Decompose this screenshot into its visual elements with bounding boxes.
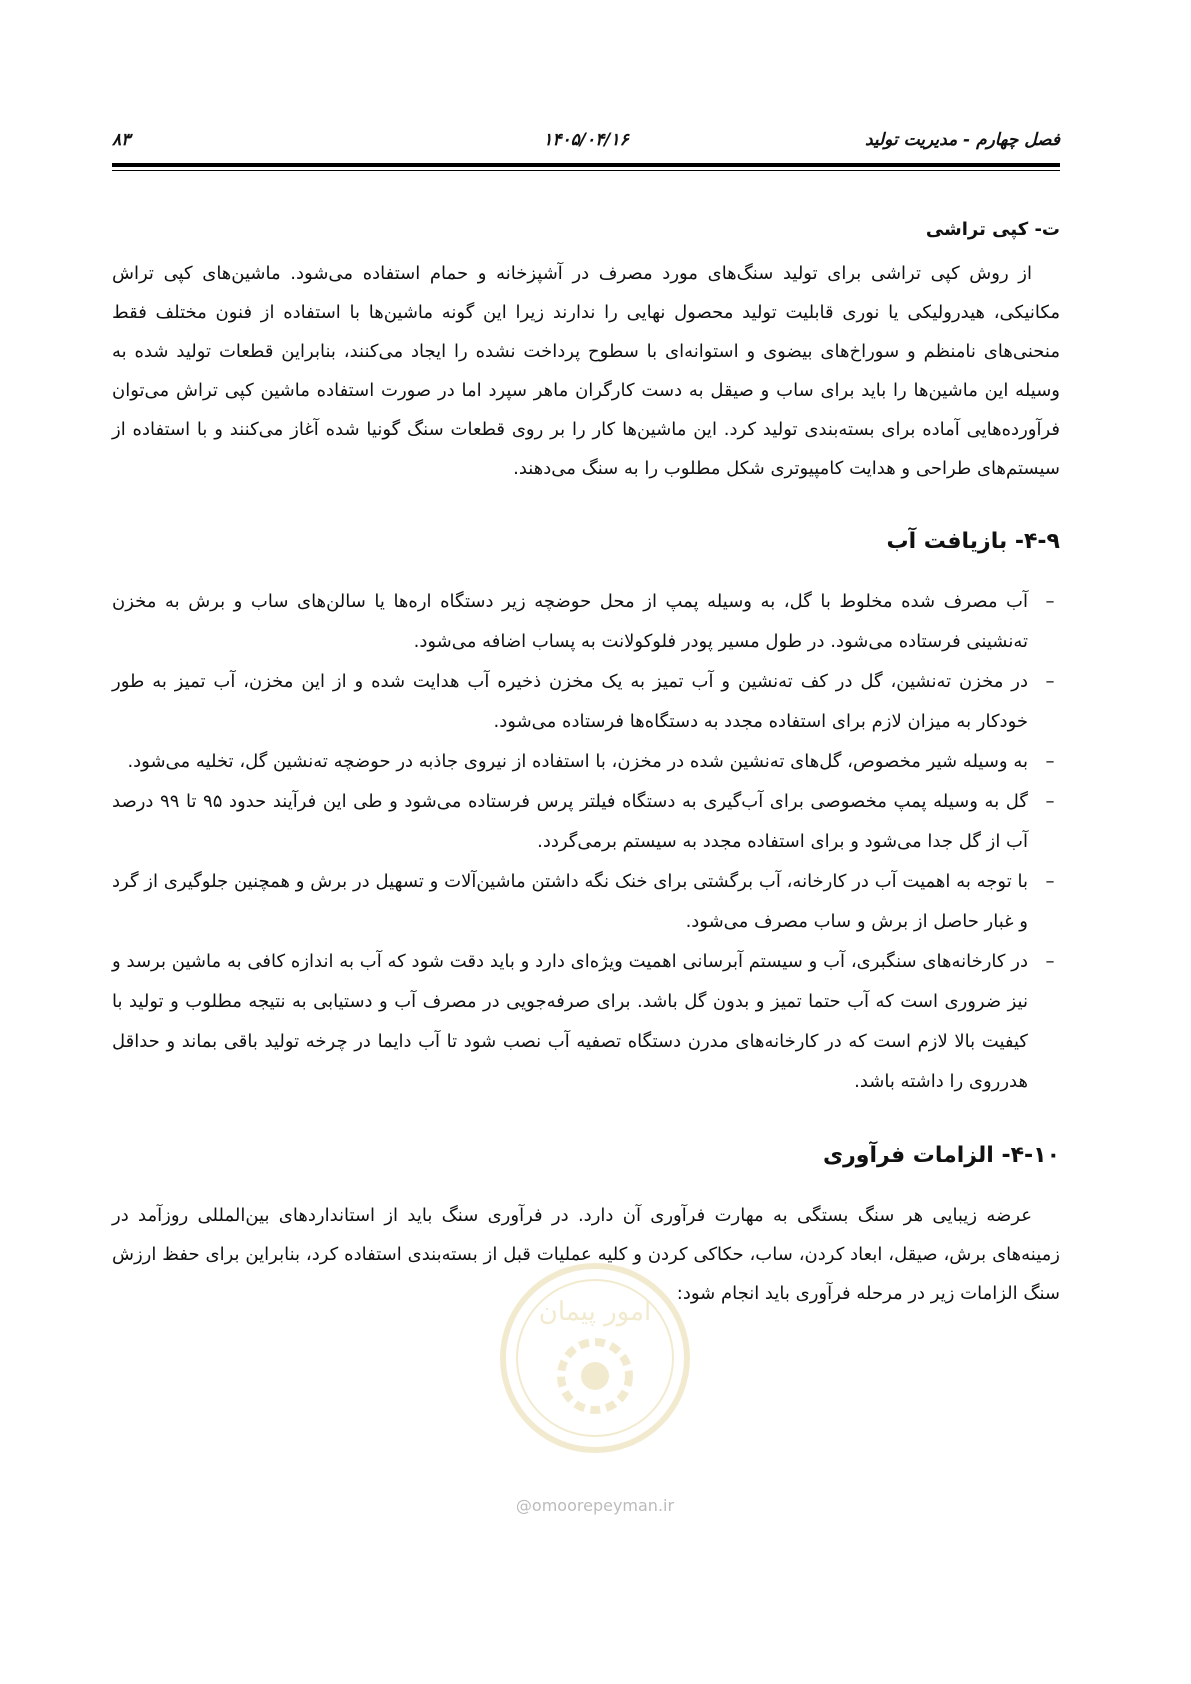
- list-item: [112, 862, 1060, 942]
- list-item-text: در کارخانه‌های سنگبری، آب و سیستم آبرسانی اهمیت ویژه‌ای دارد و باید دقت شود که آب به اندازه کافی به ماشین برسد و نیز ضروری است که آب حتما تمیز و بدون گل باشد. برای صرفه‌جویی در مصرف آب و دستیابی به نتیجه مطلوب و تولید با کیفیت بالا لازم است که در کارخانه‌های مدرن دستگاه تصفیه آب نصب شود تا آب دایما در چرخه تولید باقی بماند و حداقل هدرروی را داشته باشد.: [112, 951, 1028, 1092]
- list-item: [112, 942, 1060, 1102]
- list-item: [112, 662, 1060, 742]
- list-item-text: در مخزن ته‌نشین، گل در کف ته‌نشین و آب تمیز به یک مخزن ذخیره آب هدایت شده و از این مخزن، آب تمیز به طور خودکار به میزان لازم برای استفاده مجدد به دستگاه‌ها فرستاده می‌شود.: [112, 671, 1028, 732]
- list-item-text: آب مصرف شده مخلوط با گل، به وسیله پمپ از محل حوضچه زیر دستگاه اره‌ها یا سالن‌های ساب و برش به مخزن ته‌نشینی فرستاده می‌شود. در طول مسیر پودر فلوکولانت به پساب اضافه می‌شود.: [112, 591, 1028, 652]
- header-rule-thick: [112, 163, 1060, 167]
- header-date: ۱۴۰۵/۰۴/۱۶: [543, 130, 629, 150]
- dash-bullet: –: [1045, 591, 1055, 612]
- dash-bullet: –: [1045, 751, 1055, 772]
- watermark-logo-text: امور پیمان: [538, 1297, 652, 1327]
- section-4-10-title: ۴-۱۰- الزامات فرآوری: [822, 1143, 1060, 1168]
- watermark-site: @omoorepeyman.ir: [515, 1496, 675, 1515]
- section-4-10-paragraph: عرضه زیبایی هر سنگ بستگی به مهارت فرآوری آن دارد. در فرآوری سنگ باید از استانداردهای بین‌المللی روزآمد در زمینه‌های برش، صیقل، ابعاد کردن، ساب، حکاکی کردن و کلیه عملیات قبل از بسته‌بندی استفاده کرد، بنابراین برای حفظ ارزش سنگ الزامات زیر در مرحله فرآوری باید انجام شود:: [112, 1205, 1060, 1304]
- list-item: [112, 582, 1060, 662]
- section-4-9-title: ۴-۹- بازیافت آب: [886, 529, 1060, 554]
- dash-bullet: –: [1045, 951, 1055, 972]
- dash-bullet: –: [1045, 671, 1055, 692]
- dash-bullet: –: [1045, 871, 1055, 892]
- page-number: ۸۳: [112, 130, 131, 150]
- section-t-paragraph: از روش کپی تراشی برای تولید سنگ‌های مورد مصرف در آشپزخانه و حمام استفاده می‌شود. ماشین‌های کپی تراش مکانیکی، هیدرولیکی یا نوری قابلیت تولید محصول نهایی را ندارند زیرا این گونه ماشین‌ها با استفاده از فنون مختلف فقط منحنی‌های نامنظم و سوراخ‌های بیضوی و استوانه‌ای با سطوح پرداخت نشده را ایجاد می‌کنند، بنابراین قطعات تولید شده به وسیله این ماشین‌ها را باید برای ساب و صیقل به دست کارگران ماهر سپرد اما در صورت استفاده ماشین کپی تراش می‌توان فرآورده‌هایی آماده برای بسته‌بندی تولید کرد. این ماشین‌ها کار را بر روی قطعات سنگ گونیا شده آغاز می‌کنند و با استفاده از سیستم‌های طراحی و هدایت کامپیوتری شکل مطلوب را به سنگ می‌دهند.: [112, 263, 1060, 479]
- page-header: [112, 130, 1060, 160]
- page-content: [112, 210, 1060, 1313]
- water-recycling-list: [112, 582, 1060, 1102]
- chapter-title: فصل چهارم - مدیریت تولید: [864, 130, 1060, 150]
- list-item-text: به وسیله شیر مخصوص، گل‌های ته‌نشین شده در مخزن، با استفاده از نیروی جاذبه در حوضچه ته‌نشین گل، تخلیه می‌شود.: [127, 751, 1028, 772]
- list-item: [112, 782, 1060, 862]
- section-t-title: ت- کپی تراشی: [925, 219, 1060, 240]
- header-rule-thin: [112, 170, 1060, 171]
- list-item-text: گل به وسیله پمپ مخصوصی برای آب‌گیری به دستگاه فیلتر پرس فرستاده می‌شود و طی این فرآیند حدود ۹۵ تا ۹۹ درصد آب از گل جدا می‌شود و برای استفاده مجدد به سیستم برمی‌گردد.: [112, 791, 1028, 852]
- list-item-text: با توجه به اهمیت آب در کارخانه، آب برگشتی برای خنک نگه داشتن ماشین‌آلات و تسهیل در برش و همچنین جلوگیری از گرد و غبار حاصل از برش و ساب مصرف می‌شود.: [112, 871, 1028, 932]
- list-item: [112, 742, 1060, 782]
- dash-bullet: –: [1045, 791, 1055, 812]
